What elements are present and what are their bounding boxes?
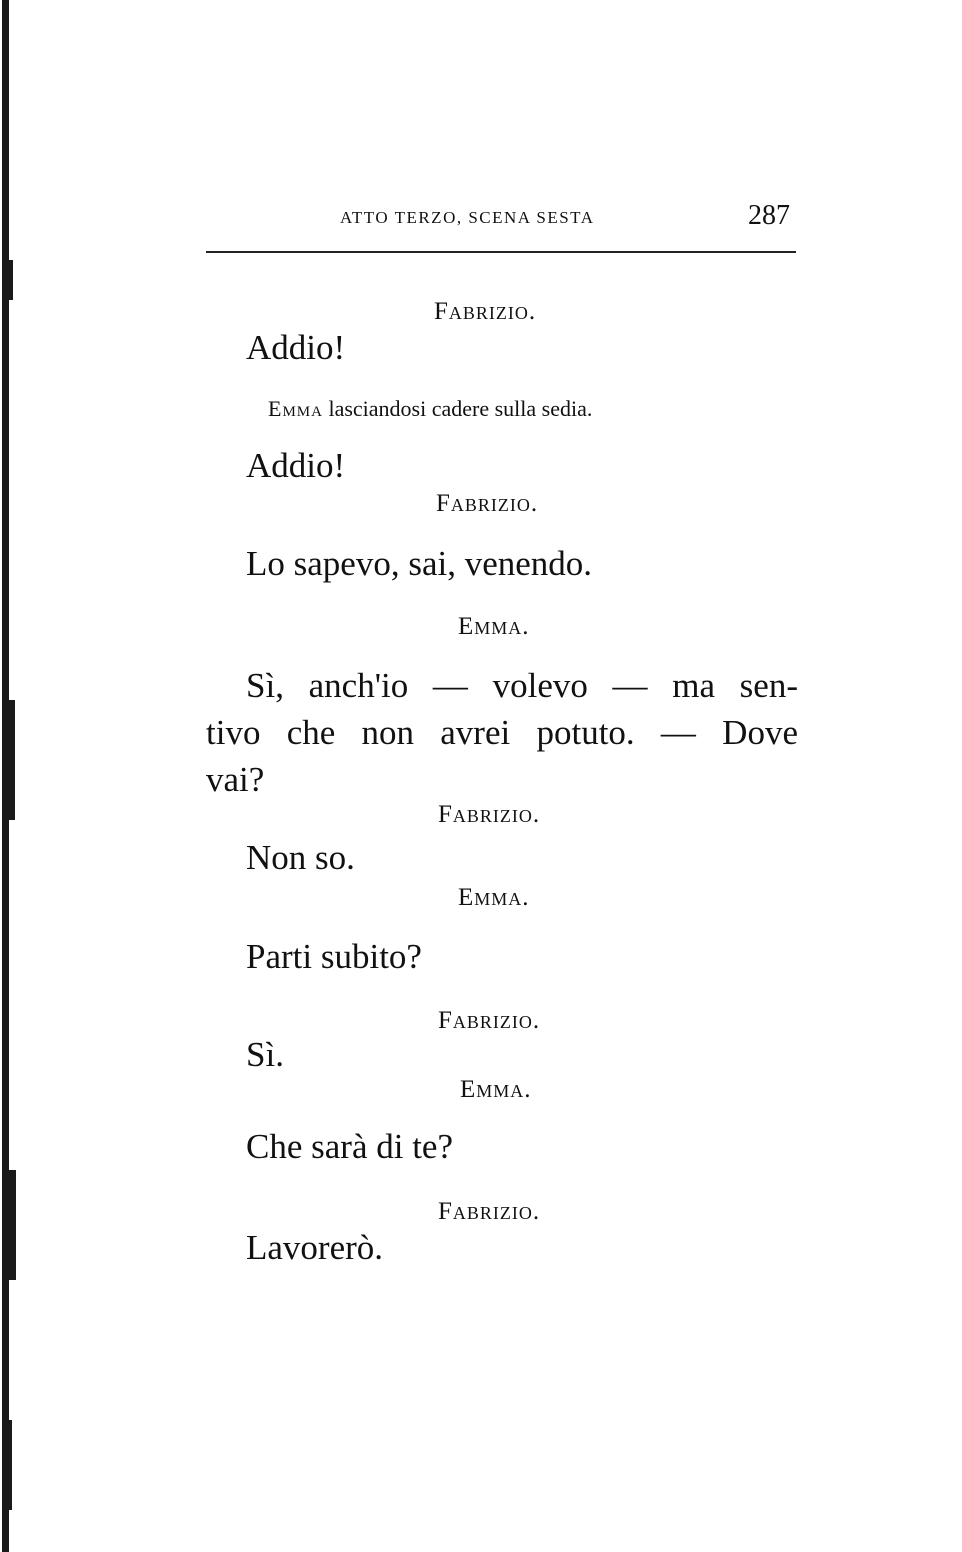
dialogue-line: tivo che non avrei potuto. — Dove <box>206 713 798 752</box>
stage-direction <box>268 396 592 422</box>
dialogue-line: Sì, anch'io — volevo — ma sen- <box>246 666 798 705</box>
speaker-name: Fabrizio. <box>436 490 539 517</box>
dialogue-line: Non so. <box>246 838 355 877</box>
speaker-name: Emma. <box>460 1076 532 1103</box>
dialogue-line: Addio! <box>246 328 346 367</box>
dialogue-line: Lavorerò. <box>246 1228 384 1267</box>
speaker-name: Fabrizio. <box>434 298 537 325</box>
speaker-name: Fabrizio. <box>438 1198 541 1225</box>
dialogue-paragraph <box>206 662 798 803</box>
binding-edge <box>0 0 16 1552</box>
speaker-name: Emma. <box>458 613 530 640</box>
speaker-name: Fabrizio. <box>438 1007 541 1034</box>
dialogue-line: vai? <box>206 760 265 799</box>
dialogue-line: Addio! <box>246 446 346 485</box>
stage-direction-text: lasciandosi cadere sulla sedia. <box>322 396 593 421</box>
running-head: ATTO TERZO, SCENA SESTA <box>340 208 595 227</box>
stage-direction-speaker: Emma <box>268 396 323 421</box>
dialogue-line: Lo sapevo, sai, venendo. <box>246 544 593 583</box>
dialogue-line: Che sarà di te? <box>246 1127 453 1166</box>
dialogue-line: Parti subito? <box>246 937 422 976</box>
dialogue-line: Sì. <box>246 1035 284 1074</box>
page-header <box>206 200 796 240</box>
speaker-name: Fabrizio. <box>438 801 541 828</box>
speaker-name: Emma. <box>458 884 530 911</box>
header-rule <box>206 251 796 253</box>
page-number: 287 <box>748 200 790 231</box>
